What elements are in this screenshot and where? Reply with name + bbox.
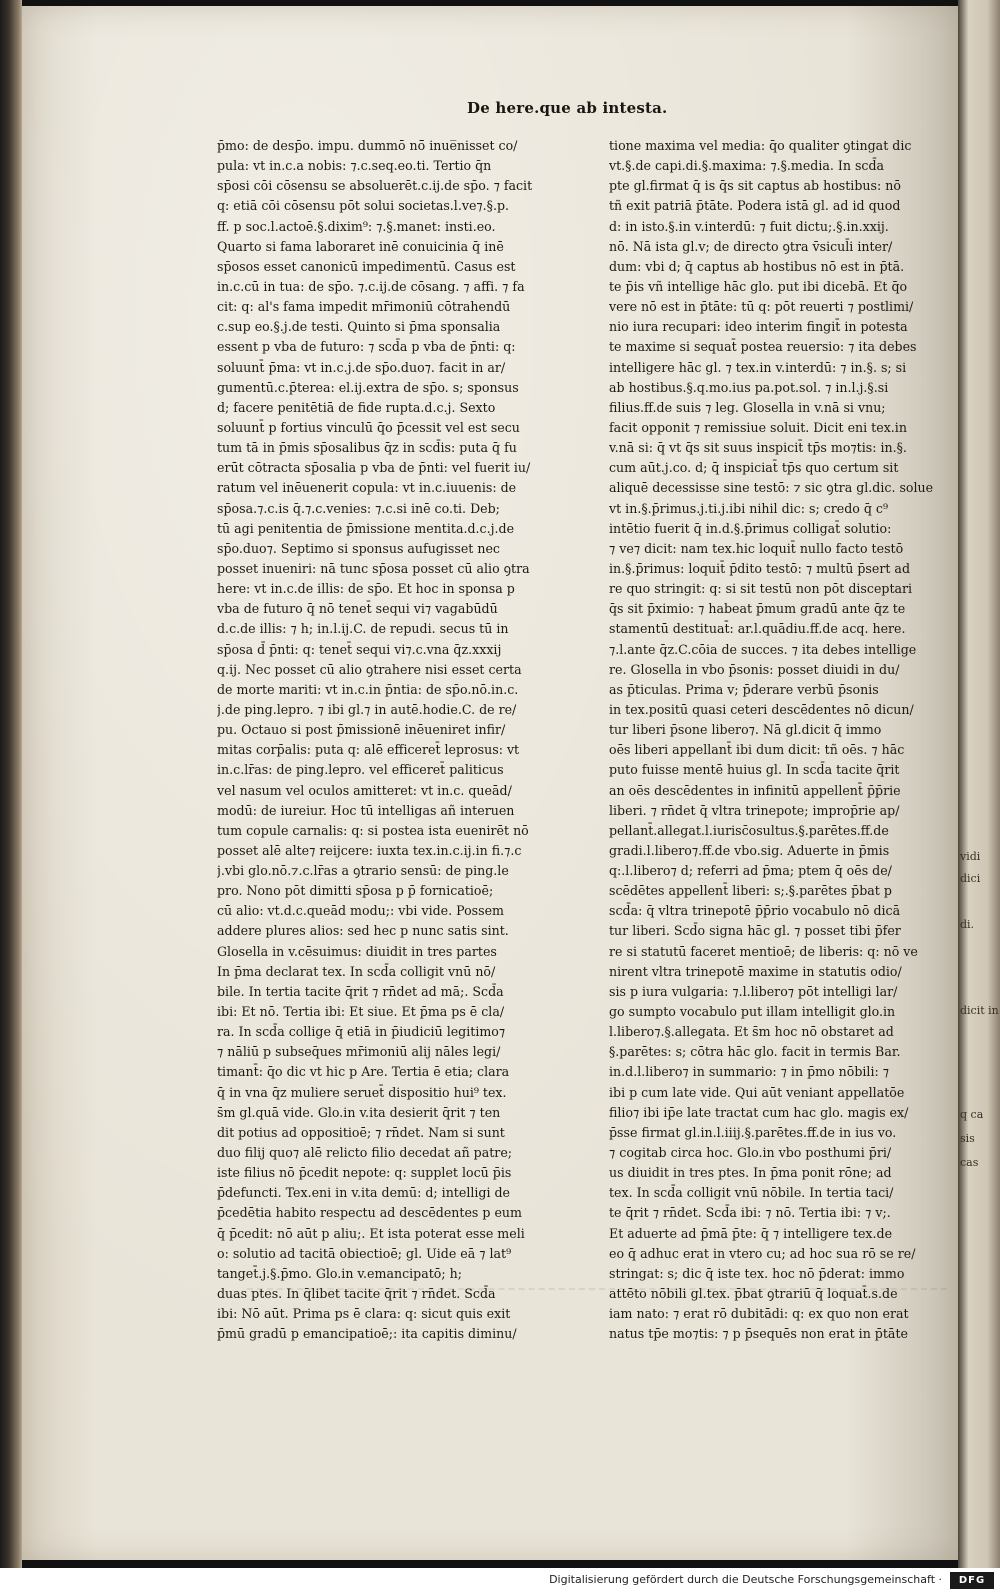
text-line: duo filij quo⁊ alē relicto filio decedat añ patre;: [217, 1145, 513, 1161]
text-line: q:.l.libero⁊ d; referri ad p̄ma; ptem q̄ oēs de/: [609, 863, 892, 879]
text-line: duas ptes. In q̄libet tacite q̄rit ⁊ rn̄det. Scd̄a: [217, 1286, 496, 1302]
text-line: cum aūt.j.co. d; q̄ inspiciat̄ tp̄s quo certum sit: [609, 460, 899, 476]
text-line: cū alio: vt.d.c.queād modu;: vbi vide. Possem: [217, 903, 504, 919]
text-line: d: in isto.§.in v.interdū: ⁊ fuit dictu;.§.in.xxij.: [609, 218, 889, 234]
text-line: filio⁊ ibi ip̄e late tractat cum hac glo. magis ex/: [609, 1104, 909, 1120]
text-line: attēto nōbili gl.tex. p̄bat ꝯtrariū q̄ loquat̄.s.de: [609, 1286, 898, 1302]
text-line: in.c.cū in tua: de sp̄o. ⁊.c.ij.de cōsang. ⁊ affi. ⁊ fa: [217, 278, 525, 294]
text-line: Et aduerte ad p̄mā p̄te: q̄ ⁊ intelligere tex.de: [609, 1225, 893, 1241]
text-line: tum tā in p̄mis sp̄osalibus q̄z in scd̄is: puta q̄ fu: [217, 440, 517, 456]
text-line: ibi: Nō aūt. Prima ps ē clara: q: sicut quis exit: [217, 1306, 511, 1322]
text-line: p̄mo: de desp̄o. impu. dummō nō̄ inue̅nisset co/: [217, 138, 518, 153]
text-line: soluunt̄ p̄ma: vt in.c.j.de sp̄o.duo⁊. facit in ar/: [217, 359, 506, 375]
text-line: j.de ping.lepro. ⁊ ibi gl.⁊ in autē.hodie.C. de re/: [217, 701, 517, 717]
text-line: stamentū destituat̄: ar.l.quādiu.ff.de acq. here.: [609, 621, 906, 637]
text-line: tum copule carnalis: q: si postea ista euenirēt nō: [217, 822, 529, 838]
text-line: vba de futuro q̄ nō tenet̄ sequi vi⁊ vagabūdū: [217, 601, 498, 617]
text-line: p̄cedētia habito respectu ad descēdentes p eum: [217, 1205, 522, 1221]
text-line: d.c.de illis: ⁊ h; in.l.ij.C. de repudi. secus tū in: [217, 621, 509, 637]
text-line: in.d.l.libero⁊ in summario: ⁊ in p̄mo nōbili: ⁊: [609, 1064, 889, 1080]
text-line: Glosella in v.cēsuimus: diuidit in tres partes: [217, 943, 497, 959]
text-line: ab hostibus.§.q.mo.ius pa.pot.sol. ⁊ in.l.j.§.si: [609, 379, 889, 395]
text-line: erūt cōtracta sp̄osalia p vba de p̄nti: vel fuerit iu/: [217, 460, 531, 476]
text-line: sp̄osi cōi cōsensu se absoluerēt.c.ij.de sp̄o. ⁊ facit: [217, 178, 533, 194]
adjacent-page-fragment: dici: [960, 872, 981, 885]
text-line: p̄mū gradū p emancipatioē;: ita capitis diminu/: [217, 1326, 517, 1342]
text-line: ratum vel inēuenerit copula: vt in.c.iuuenis: de: [217, 480, 517, 496]
text-line: j.vbi glo.nō.⁊.c.lr̄as a ꝯtrario sensū: de ping.le: [217, 863, 509, 879]
text-line: ⁊ nāliū p subseq̄ues mr̄imoniū alij nāles legi/: [217, 1044, 501, 1060]
text-line: puto fuisse mentē huius gl. In scd̄a tacite q̄rit: [609, 762, 900, 778]
book-edge-left: [0, 0, 22, 1568]
text-line: addere plures alios: sed hec p nunc satis sint.: [217, 923, 509, 939]
text-line: tū agi penitentia de p̄missione mentita.d.c.j.de: [217, 520, 515, 536]
text-line: p̄defuncti. Tex.eni in v.ita demū: d; intelligi de: [217, 1185, 511, 1201]
text-line: mitas corp̄alis: puta q: alē efficeret̄ leprosus: vt: [217, 742, 520, 758]
text-line: pu. Octauo si post p̄missionē inēueniret infir/: [217, 722, 506, 738]
text-line: posset inueniri: nā tunc sp̄osa posset cū alio ꝯtra: [217, 560, 530, 576]
adjacent-page-fragment: di.: [960, 918, 975, 931]
text-line: iste filius nō p̄cedit nepote: q: supplet locū p̄is: [217, 1165, 512, 1181]
text-line: q̄ in vna q̄z muliere seruet̄ dispositio hui⁹ tex.: [217, 1084, 507, 1100]
text-line: us diuidit in tres ptes. In p̄ma ponit rōne; ad: [609, 1165, 892, 1181]
text-line: vere nō est in p̄tāte: tū q: pōt reuerti ⁊ postlimi/: [609, 299, 914, 315]
text-line: te p̄is vñ intellige hāc glo. put ibi dicebā. Et q̄o: [609, 278, 908, 294]
funding-credit: Digitalisierung gefördert durch die Deutsche Forschungsgemeinschaft ·: [549, 1573, 942, 1586]
text-line: ⁊ cogitab circa hoc. Glo.in vbo posthumi p̄ri/: [609, 1145, 892, 1161]
text-line: gradi.l.libero⁊.ff.de vbo.sig. Aduerte in p̄mis: [609, 842, 890, 858]
text-line: q: etiā cōi cōsensu pōt solui societas.l.ve⁊.§.p.: [217, 198, 510, 214]
adjacent-page-edge: [958, 0, 1000, 1568]
text-line: pula: vt in.c.a nobis: ⁊.c.seq.eo.ti. Tertio q̄n: [217, 158, 492, 174]
text-line: tur liberi p̄sone libero⁊. Nā gl.dicit q̄ immo: [609, 722, 882, 738]
right-text-column: [609, 136, 954, 1344]
text-line: c.sup eo.§.j.de testi. Quinto si p̄ma sponsalia: [217, 319, 501, 335]
text-line: o: solutio ad tacitā obiectioē; gl. Uide eā ⁊ lat⁹: [217, 1245, 512, 1261]
text-line: sp̄osos esset canonicū impedimentū. Casus est: [217, 258, 516, 274]
text-line: go sumpto vocabulo put illam intelligit glo.in: [609, 1004, 896, 1020]
text-line: nirent vltra trinepotē maxime in statutis odio/: [609, 963, 902, 979]
text-line: here: vt in.c.de illis: de sp̄o. Et hoc in sponsa p: [217, 581, 515, 597]
text-line: posset alē alte⁊ reijcere: iuxta tex.in.c.ij.in fi.⁊.c: [217, 842, 522, 858]
text-line: sp̄o.duo⁊. Septimo si sponsus aufugisset nec: [217, 540, 500, 556]
text-line: tñ exit patriā p̄tāte. Podera istā gl. ad id quod: [609, 198, 901, 214]
text-line: vt in.§.p̄rimus.j.ti.j.ibi nihil dic: s; credo q̄ c⁹: [609, 500, 889, 516]
text-line: intelligere hāc gl. ⁊ tex.in v.interdū: ⁊ in.§. s; si: [609, 359, 907, 375]
text-line: sis p iura vulgaria: ⁊.l.libero⁊ pōt intelligi lar/: [609, 983, 898, 999]
text-line: scēdētes appellent̄ liberi: s;.§.parētes p̄bat p: [609, 883, 892, 899]
bleed-through-text: [247, 1264, 947, 1290]
text-line: tur liberi. Scd̄o signa hāc gl. ⁊ posset tibi p̄fer: [609, 923, 901, 939]
text-line: ⁊.l.ante q̄z.C.cōia de succes. ⁊ ita debes intellige: [609, 641, 917, 657]
text-line: as p̄ticulas. Prima v; p̄derare verbū p̄sonis: [609, 681, 879, 697]
footer-bar: [0, 1568, 1000, 1593]
adjacent-page-fragment: vidi: [960, 850, 981, 863]
text-line: q̄ p̄cedit: nō aūt p aliu;. Et ista poterat esse meli: [217, 1225, 525, 1241]
text-line: pro. Nono pōt dimitti sp̄osa p p̄ fornicatioē;: [217, 883, 494, 899]
dfg-logo: DFG: [950, 1572, 994, 1589]
text-line: dit potius ad oppositioē; ⁊ rn̄det. Nam si sunt: [217, 1124, 505, 1140]
text-line: tanget̄.j.§.p̄mo. Glo.in v.emancipatō; h;: [217, 1265, 462, 1281]
text-line: intētio fuerit q̄ in.d.§.p̄rimus colligat̄ solutio:: [609, 520, 892, 536]
text-line: an oēs descēdentes in infinitū appellent̄ p̄p̄rie: [609, 782, 901, 798]
text-line: l.libero⁊.§.allegata. Et s̄m hoc nō obstaret ad: [609, 1024, 894, 1040]
text-line: pte gl.firmat q̄ is q̄s sit captus ab hostibus: nō: [609, 178, 901, 194]
text-line: iam nato: ⁊ erat rō dubitādi: q: ex quo non erat: [609, 1306, 909, 1322]
text-line: liberi. ⁊ rn̄det q̄ vltra trinepote; improp̄rie ap/: [609, 802, 900, 818]
text-line: bile. In tertia tacite q̄rit ⁊ rn̄det ad mā;. Scd̄a: [217, 983, 504, 999]
text-line: te maxime si sequat̄ postea reuersio: ⁊ ita debes: [609, 339, 917, 355]
text-line: q.ij. Nec posset cū alio ꝯtrahere nisi esset certa: [217, 661, 522, 677]
text-line: tione maxima vel media: q̄o qualiter ꝯtingat dic: [609, 138, 912, 153]
adjacent-page-fragment: dicit in: [960, 1004, 999, 1017]
text-line: re si statutū faceret mentioē; de liberis: q: nō ve: [609, 943, 918, 959]
text-line: ff. p soc.l.actoē.§.dixim⁹: ⁊.§.manet: insti.eo.: [217, 218, 496, 234]
text-line: nio iura recupari: ideo interim fingit̄ in potesta: [609, 319, 908, 335]
text-line: oēs liberi appellant̄ ibi dum dicit: tñ oēs. ⁊ hāc: [609, 742, 905, 758]
text-line: in.§.p̄rimus: loquit̄ p̄dito testō: ⁊ multū p̄sert ad: [609, 560, 911, 576]
text-line: ibi: Et nō. Tertia ibi: Et siue. Et p̄ma ps ē cla/: [217, 1004, 505, 1020]
text-line: facit opponit ⁊ remissiue soluit. Dicit eni tex.in: [609, 419, 907, 435]
text-line: vt.§.de capi.di.§.maxima: ⁊.§.media. In scd̄a: [609, 158, 885, 174]
text-line: tex. In scd̄a colligit vnū nōbile. In tertia taci/: [609, 1185, 894, 1201]
text-line: q̄s sit p̄ximio: ⁊ habeat p̄mum gradū ante q̄z te: [609, 601, 906, 617]
text-line: dum: vbi d; q̄ captus ab hostibus nō est in p̄tā.: [609, 258, 905, 274]
text-line: Quarto si fama laboraret inē conuicinia q̄ inē: [217, 238, 504, 254]
text-line: in tex.positū quasi ceteri descēdentes nō dicun/: [609, 701, 914, 717]
text-line: v.nā si: q̄ vt q̄s sit suus inspicit̄ tp̄s mo⁊tis: in.§.: [609, 440, 907, 456]
text-line: soluunt̄ p fortius vinculū q̄o p̄cessit vel est secu: [217, 419, 520, 435]
text-line: aliquē decessisse sine testō: ⁊ sic ꝯtra gl.dic. solue: [609, 480, 934, 496]
text-line: in.c.lr̄as: de ping.lepro. vel efficeret̄ paliticus: [217, 762, 504, 778]
text-line: p̄sse firmat gl.in.l.iiij.§.parētes.ff.de in ius vo.: [609, 1124, 897, 1140]
text-line: ra. In scd̄a collige q̄ etiā in p̄iudiciū legitimo⁊: [217, 1024, 506, 1040]
text-line: modū: de iureiur. Hoc tū intelligas añ interuen: [217, 802, 515, 818]
running-title: De here.que ab intesta.: [467, 99, 668, 117]
text-line: timant̄: q̄o dic vt hic p Are. Tertia ē etia; clara: [217, 1064, 510, 1080]
text-line: natus tp̄e mo⁊tis: ⁊ p p̄sequēs non erat in p̄tāte: [609, 1326, 908, 1342]
text-line: re. Glosella in vbo p̄sonis: posset diuidi in du/: [609, 661, 900, 677]
text-line: gumentū.c.p̄terea: el.ij.extra de sp̄o. s; sponsus: [217, 379, 519, 395]
text-line: sp̄osa d̄ p̄nti: q: tenet̄ sequi vi⁊.c.vna q̄z.xxxij: [217, 641, 502, 657]
text-line: d; facere penitētiā de fide rupta.d.c.j. Sexto: [217, 399, 496, 415]
adjacent-page-fragment: q ca: [960, 1108, 984, 1121]
adjacent-page-fragment: cas: [960, 1156, 979, 1169]
text-line: essent p vba de futuro: ⁊ scd̄a p vba de p̄nti: q:: [217, 339, 516, 355]
text-line: vel nasum vel oculos amitteret: vt in.c. queād/: [217, 782, 512, 798]
text-line: stringat: s; dic q̄ iste tex. hoc nō p̄derat: immo: [609, 1265, 905, 1281]
text-line: §.parētes: s; cōtra hāc glo. facit in termis Bar.: [609, 1044, 901, 1060]
text-line: re quo stringit: q: si sit testū non pōt disceptari: [609, 581, 913, 597]
text-line: te q̄rit ⁊ rn̄det. Scd̄a ibi: ⁊ nō. Tertia ibi: ⁊ v;.: [609, 1205, 891, 1221]
text-line: pellant̄.allegat.l.iurisc̄osultus.§.parētes.ff.de: [609, 822, 889, 838]
text-line: de morte mariti: vt in.c.in p̄ntia: de sp̄o.nō.in.c.: [217, 681, 519, 697]
text-line: eo q̄ adhuc erat in vtero cu; ad hoc sua rō se re/: [609, 1245, 916, 1261]
text-line: sp̄osa.⁊.c.is q̄.⁊.c.venies: ⁊.c.si inē co.ti. Deb;: [217, 500, 500, 516]
text-line: filius.ff.de suis ⁊ leg. Glosella in v.nā si vnu;: [609, 399, 886, 415]
text-line: ⁊ ve⁊ dicit: nam tex.hic loquit̄ nullo facto testō: [609, 540, 904, 556]
text-line: ibi p cum late vide. Qui aūt veniant appellatōe: [609, 1084, 905, 1100]
book-page: [22, 6, 958, 1560]
text-line: nō. Nā ista gl.v; de directo ꝯtra v̄sicul̄i inter/: [609, 238, 893, 254]
left-text-column: [217, 136, 562, 1344]
adjacent-page-fragment: sis: [960, 1132, 975, 1145]
text-line: cit: q: al's fama impedit mr̄imoniū cōtrahendū: [217, 299, 511, 315]
text-line: s̄m gl.quā vide. Glo.in v.ita desierit q̄rit ⁊ ten: [217, 1104, 501, 1120]
text-line: In p̄ma declarat tex. In scd̄a colligit vnū nō/: [217, 963, 496, 979]
text-line: scd̄a: q̄ vltra trinepotē p̄p̄rio vocabulo nō dicā: [609, 903, 901, 919]
